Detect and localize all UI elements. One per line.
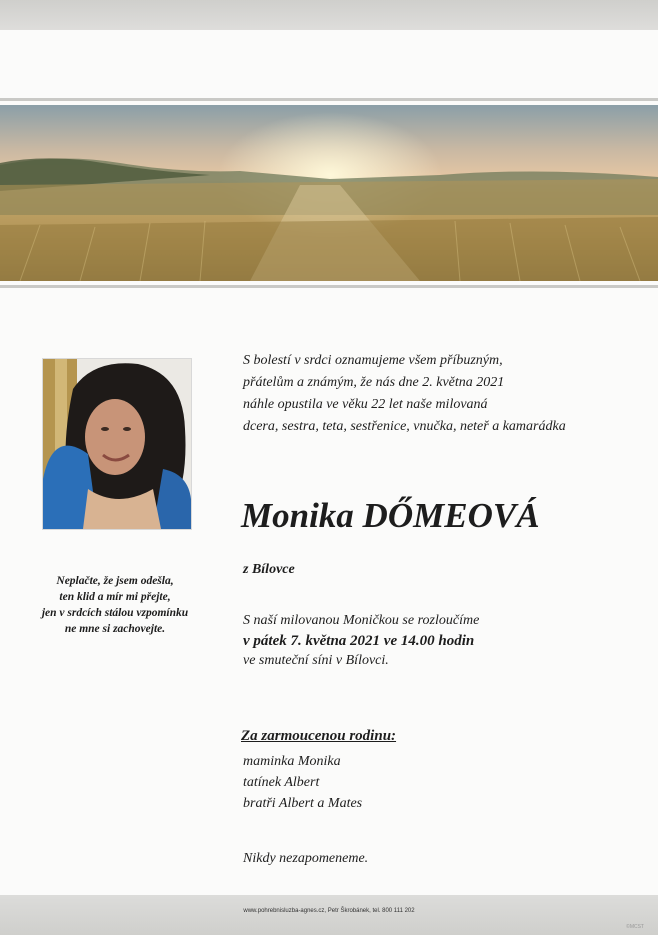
family-member: maminka Monika (243, 754, 341, 769)
ceremony-line: S naší milovanou Moničkou se rozloučíme (243, 613, 480, 628)
family-list (243, 751, 362, 814)
poem-line: Neplačte, že jsem odešla, (56, 575, 174, 587)
banner-top-rule (0, 98, 658, 101)
closing-line: Nikdy nezapomeneme. (243, 851, 369, 866)
ceremony-location: ve smuteční síni v Bílovci. (243, 653, 389, 668)
corner-mark: ©MCST (626, 924, 644, 930)
memorial-poem (20, 573, 210, 637)
family-heading: Za zarmoucenou rodinu: (241, 728, 397, 744)
family-member: bratři Albert a Mates (243, 796, 363, 811)
footer-contact: www.pohrebnisluzba-agnes.cz, Petr Škrobánek, tel. 800 111 202 (243, 908, 415, 914)
top-band (0, 0, 658, 30)
portrait-photo (42, 358, 192, 530)
intro-line: S bolestí v srdci oznamujeme všem příbuzným, (243, 353, 503, 368)
ceremony-details (243, 611, 643, 671)
intro-line: přátelům a známým, že nás dne 2. května 2021 (243, 375, 505, 390)
family-member: tatínek Albert (243, 775, 320, 790)
intro-line: náhle opustila ve věku 22 let naše milovaná (243, 397, 488, 412)
poem-line: jen v srdcích stálou vzpomínku (41, 607, 189, 619)
intro-line: dcera, sestra, teta, sestřenice, vnučka, neteř a kamarádka (243, 419, 566, 434)
poem-line: ne mne si zachovejte. (64, 623, 166, 635)
deceased-name: Monika DŐMEOVÁ (241, 496, 540, 535)
deceased-origin: z Bílovce (243, 562, 295, 577)
poem-line: ten klid a mír mi přejte, (59, 591, 171, 603)
banner-bottom-rule (0, 285, 658, 288)
announcement-intro (243, 350, 643, 438)
footer-band (0, 895, 658, 935)
ceremony-date-time: v pátek 7. května 2021 ve 14.00 hodin (243, 633, 475, 649)
landscape-banner-image (0, 105, 658, 281)
